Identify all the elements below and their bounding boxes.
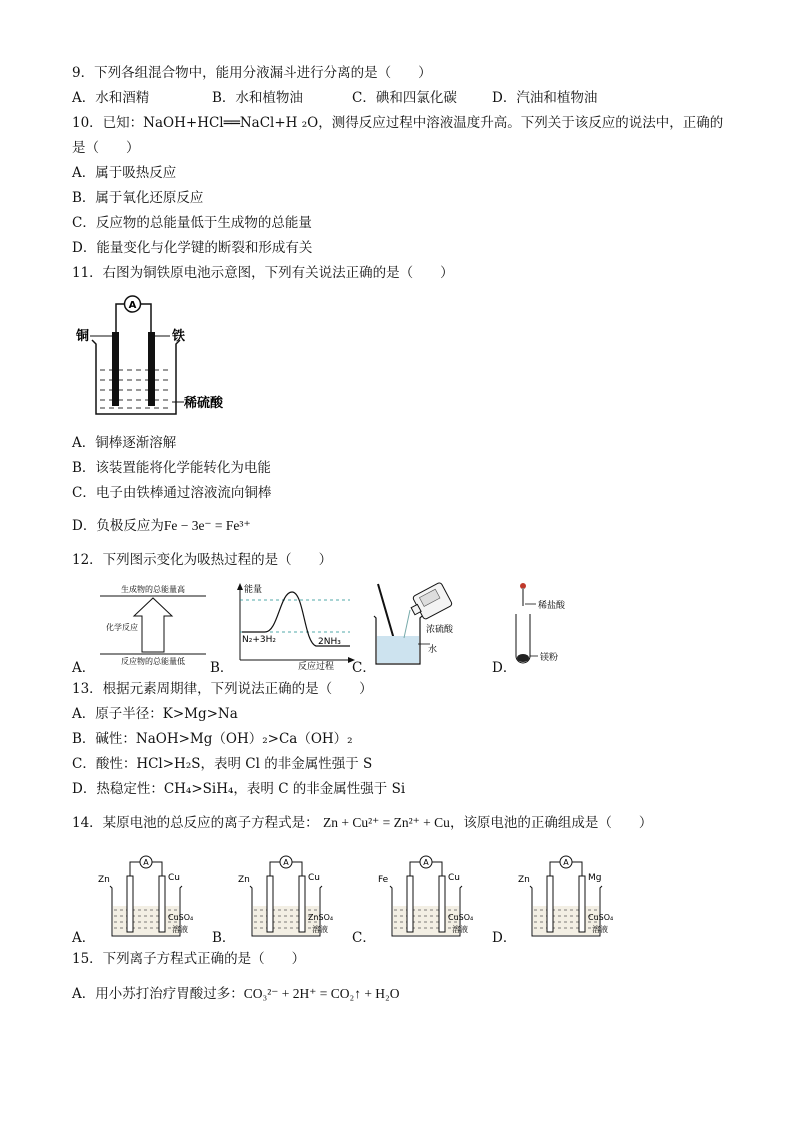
svg-text:2NH₃: 2NH₃ bbox=[318, 637, 341, 647]
q11-option-b: B．该装置能将化学能转化为电能 bbox=[72, 460, 271, 476]
cell-meter-label: A bbox=[143, 858, 149, 867]
q15-option-a-prefix: A．用小苏打治疗胃酸过多： bbox=[72, 986, 244, 1002]
q14-cell-figure-b bbox=[236, 850, 336, 942]
cell-solution-label: CuSO₄ bbox=[448, 913, 474, 922]
q14-cell-figure-d bbox=[516, 850, 616, 942]
cell-meter-label: A bbox=[423, 858, 429, 867]
q14-stem-suffix: ，该原电池的正确组成是（ ） bbox=[449, 815, 653, 831]
q12-letter-a: A． bbox=[72, 660, 96, 676]
q12-fig-c-dilution bbox=[370, 580, 470, 668]
cell-right-label: Mg bbox=[588, 873, 602, 883]
copper-electrode bbox=[112, 332, 119, 406]
svg-text:反应过程: 反应过程 bbox=[298, 662, 335, 670]
q10-option-b: B．属于氧化还原反应 bbox=[72, 190, 204, 206]
q11-galvanic-cell-figure bbox=[72, 290, 242, 420]
q12-letter-b: B． bbox=[210, 660, 234, 676]
cell-left-label: Zn bbox=[98, 875, 110, 885]
q12-letter-c: C． bbox=[352, 660, 376, 676]
iron-electrode bbox=[148, 332, 155, 406]
q10-option-a: A．属于吸热反应 bbox=[72, 165, 177, 181]
q13-option-a: A．原子半径：K>Mg>Na bbox=[72, 706, 238, 722]
svg-text:A: A bbox=[128, 300, 137, 311]
cell-solution-word: 溶液 bbox=[312, 925, 328, 934]
q14-letter-d: D． bbox=[492, 930, 517, 946]
cell-left-label: Zn bbox=[518, 875, 530, 885]
up-arrow-icon bbox=[134, 598, 172, 652]
cell-right-label: Cu bbox=[168, 873, 180, 883]
cell-solution-word: 溶液 bbox=[452, 925, 468, 934]
q13-option-d: D．热稳定性：CH₄>SiH₄，表明 C 的非金属性强于 Si bbox=[72, 781, 406, 797]
left-electrode bbox=[407, 876, 413, 932]
cell-right-label: Cu bbox=[448, 873, 460, 883]
right-electrode bbox=[439, 876, 445, 932]
q15-stem: 15．下列离子方程式正确的是（ ） bbox=[72, 951, 306, 967]
cell-solution-label: CuSO₄ bbox=[168, 913, 194, 922]
q11-option-d bbox=[72, 517, 251, 535]
cell-solution-label: CuSO₄ bbox=[588, 913, 614, 922]
q12-stem: 12．下列图示变化为吸热过程的是（ ） bbox=[72, 552, 333, 568]
q12-fig-d-test-tube bbox=[510, 580, 590, 666]
q12-letter-d: D． bbox=[492, 660, 517, 676]
q11-option-c: C．电子由铁棒通过溶液流向铜棒 bbox=[72, 485, 272, 501]
q14-stem bbox=[72, 814, 652, 832]
q11-option-d-formula: Fe − 3e⁻ = Fe³⁺ bbox=[163, 518, 251, 533]
q15-option-a-formula: CO₃²⁻ + 2H⁺ = CO₂↑ + H₂O bbox=[243, 986, 400, 1001]
left-electrode bbox=[267, 876, 273, 932]
q11-stem: 11．右图为铜铁原电池示意图，下列有关说法正确的是（ ） bbox=[72, 265, 454, 281]
q10-stem-line1: 10．已知：NaOH+HCl══NaCl+H ₂O，测得反应过程中溶液温度升高。下列关于该反应的说法中，正确的 bbox=[72, 115, 724, 131]
q9-stem: 9．下列各组混合物中，能用分液漏斗进行分离的是（ ） bbox=[72, 65, 432, 81]
label-iron: 铁 bbox=[172, 329, 186, 344]
svg-text:反应物的总能量低: 反应物的总能量低 bbox=[121, 657, 185, 666]
svg-text:镁粉: 镁粉 bbox=[540, 653, 559, 663]
cell-left-label: Zn bbox=[238, 875, 250, 885]
cell-left-label: Fe bbox=[378, 875, 389, 885]
svg-text:N₂+3H₂: N₂+3H₂ bbox=[242, 635, 276, 645]
q14-letter-a: A． bbox=[72, 930, 96, 946]
q13-option-b: B．碱性：NaOH>Mg（OH）₂>Ca（OH）₂ bbox=[72, 731, 353, 747]
left-electrode bbox=[547, 876, 553, 932]
q14-stem-prefix: 14．某原电池的总反应的离子方程式是： bbox=[72, 815, 319, 831]
svg-text:生成物的总能量高: 生成物的总能量高 bbox=[121, 585, 185, 594]
svg-text:浓硫酸: 浓硫酸 bbox=[426, 625, 454, 635]
q9-option-a: A．水和酒精 bbox=[72, 90, 150, 106]
q13-stem: 13．根据元素周期律，下列说法正确的是（ ） bbox=[72, 681, 373, 697]
cell-meter-label: A bbox=[563, 858, 569, 867]
label-copper: 铜 bbox=[76, 329, 90, 344]
q9-option-d: D．汽油和植物油 bbox=[492, 90, 598, 106]
right-electrode bbox=[579, 876, 585, 932]
svg-text:化学反应: 化学反应 bbox=[106, 623, 138, 632]
cell-meter-label: A bbox=[283, 858, 289, 867]
q14-cell-figure-c bbox=[376, 850, 476, 942]
q14-cell-figure-a bbox=[96, 850, 196, 942]
svg-text:水: 水 bbox=[428, 645, 438, 655]
q15-option-a bbox=[72, 985, 400, 1003]
left-electrode bbox=[127, 876, 133, 932]
q12-fig-a-energy-diagram bbox=[98, 582, 208, 668]
q13-option-c: C．酸性：HCl>H₂S，表明 Cl 的非金属性强于 S bbox=[72, 756, 373, 772]
q14-letter-b: B． bbox=[212, 930, 236, 946]
cell-solution-label: ZnSO₄ bbox=[308, 913, 334, 922]
q14-equation: Zn + Cu²⁺ = Zn²⁺ + Cu bbox=[322, 815, 450, 830]
right-electrode bbox=[159, 876, 165, 932]
q10-option-d: D．能量变化与化学键的断裂和形成有关 bbox=[72, 240, 313, 256]
q14-letter-c: C． bbox=[352, 930, 376, 946]
q10-option-c: C．反应物的总能量低于生成物的总能量 bbox=[72, 215, 312, 231]
q9-option-b: B．水和植物油 bbox=[212, 90, 303, 106]
q11-option-d-prefix: D．负极反应为 bbox=[72, 518, 164, 534]
q11-option-a: A．铜棒逐渐溶解 bbox=[72, 435, 177, 451]
right-electrode bbox=[299, 876, 305, 932]
cell-solution-word: 溶液 bbox=[172, 925, 188, 934]
svg-text:稀盐酸: 稀盐酸 bbox=[538, 601, 566, 611]
svg-text:能量: 能量 bbox=[244, 585, 263, 595]
label-sulfuric-acid: 稀硫酸 bbox=[184, 396, 224, 411]
cell-right-label: Cu bbox=[308, 873, 320, 883]
q9-option-c: C．碘和四氯化碳 bbox=[352, 90, 457, 106]
q12-fig-b-energy-curve bbox=[230, 580, 360, 670]
cell-solution-word: 溶液 bbox=[592, 925, 608, 934]
q10-stem-line2: 是（ ） bbox=[72, 140, 140, 156]
